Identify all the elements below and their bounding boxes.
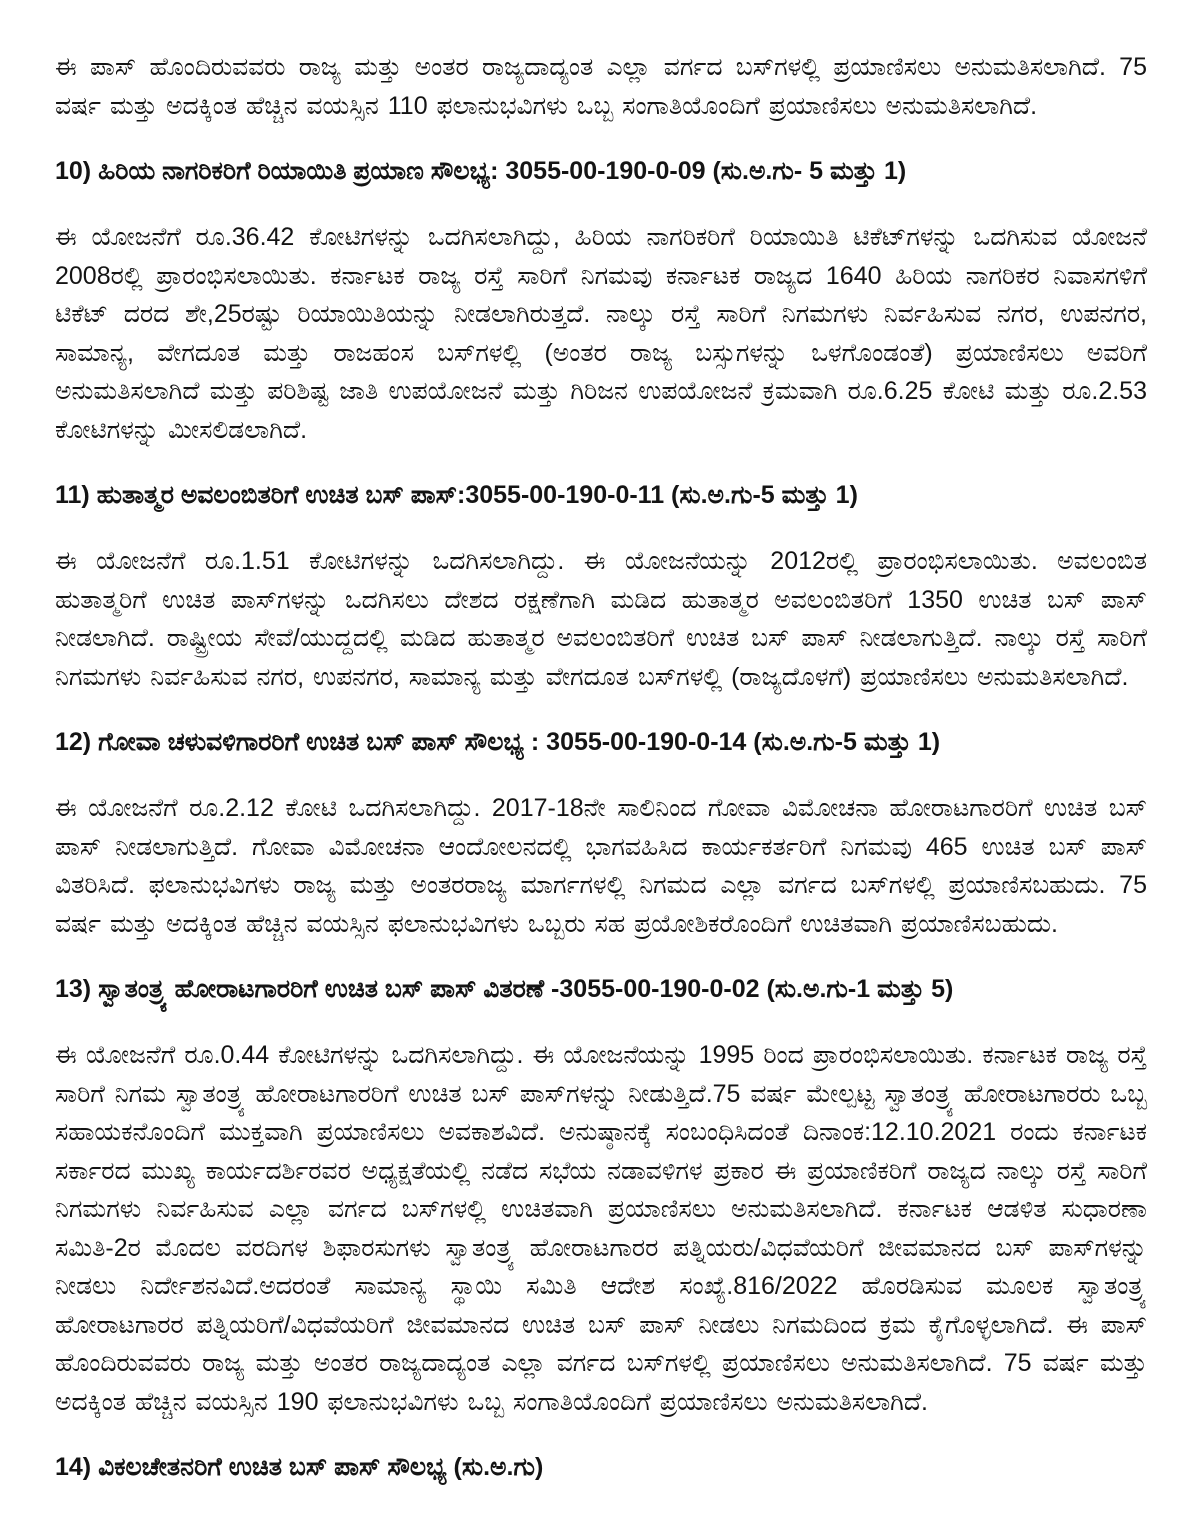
section-13-heading: 13) ಸ್ವಾತಂತ್ರ್ಯ ಹೋರಾಟಗಾರರಿಗೆ ಉಚಿತ ಬಸ್ ಪಾಸ್ ವಿತರಣೆ -3055-00-190-0-02 (ಸು.ಅ.ಗು-1 ಮತ್ತು 5) — [55, 975, 954, 1003]
section-13-body: ಈ ಯೋಜನೆಗೆ ರೂ.0.44 ಕೋಟಿಗಳನ್ನು ಒದಗಿಸಲಾಗಿದ್ದು. ಈ ಯೋಜನೆಯನ್ನು 1995 ರಿಂದ ಪ್ರಾರಂಭಿಸಲಾಯಿತು. ಕರ್ನಾಟಕ ರಾಜ್ಯ ರಸ್ತೆ ಸಾರಿಗೆ ನಿಗಮ ಸ್ವಾತಂತ್ರ್ಯ ಹೋರಾಟಗಾರರಿಗೆ ಉಚಿತ ಬಸ್ ಪಾಸ್‌ಗಳನ್ನು ನೀಡುತ್ತಿದೆ.75 ವರ್ಷ ಮೇಲ್ಪಟ್ಟ ಸ್ವಾತಂತ್ರ್ಯ ಹೋರಾಟಗಾರರು ಒಬ್ಬ ಸಹಾಯಕನೊಂದಿಗೆ ಮುಕ್ತವಾಗಿ ಪ್ರಯಾಣಿಸಲು ಅವಕಾಶವಿದೆ. ಅನುಷ್ಠಾನಕ್ಕೆ ಸಂಬಂಧಿಸಿದಂತೆ ದಿನಾಂಕ:12.10.2021 ರಂದು ಕರ್ನಾಟಕ ಸರ್ಕಾರದ ಮುಖ್ಯ ಕಾರ್ಯದರ್ಶಿರವರ ಅಧ್ಯಕ್ಷತೆಯಲ್ಲಿ ನಡೆದ ಸಭೆಯ ನಡಾವಳಿಗಳ ಪ್ರಕಾರ ಈ ಪ್ರಯಾಣಿಕರಿಗೆ ರಾಜ್ಯದ ನಾಲ್ಕು ರಸ್ತೆ ಸಾರಿಗೆ ನಿಗಮಗಳು ನಿರ್ವಹಿಸುವ ಎಲ್ಲಾ ವರ್ಗದ ಬಸ್‌ಗಳಲ್ಲಿ ಉಚಿತವಾಗಿ ಪ್ರಯಾಣಿಸಲು ಅನುಮತಿಸಲಾಗಿದೆ. ಕರ್ನಾಟಕ ಆಡಳಿತ ಸುಧಾರಣಾ ಸಮಿತಿ-2ರ ಮೊದಲ ವರದಿಗಳ ಶಿಫಾರಸುಗಳು ಸ್ವಾತಂತ್ರ್ಯ ಹೋರಾಟಗಾರರ ಪತ್ನಿಯರು/ವಿಧವೆಯರಿಗೆ ಜೀವಮಾನದ ಬಸ್ ಪಾಸ್‌ಗಳನ್ನು ನೀಡಲು ನಿರ್ದೇಶನವಿದೆ.ಅದರಂತೆ ಸಾಮಾನ್ಯ ಸ್ಥಾಯಿ ಸಮಿತಿ ಆದೇಶ ಸಂಖ್ಯೆ.816/2022 ಹೊರಡಿಸುವ ಮೂಲಕ ಸ್ವಾತಂತ್ರ್ಯ ಹೋರಾಟಗಾರರ ಪತ್ನಿಯರಿಗೆ/ವಿಧವೆಯರಿಗೆ ಜೀವಮಾನದ ಉಚಿತ ಬಸ್ ಪಾಸ್ ನೀಡಲು ನಿಗಮದಿಂದ ಕ್ರಮ ಕೈಗೊಳ್ಳಲಾಗಿದೆ. ಈ ಪಾಸ್ ಹೊಂದಿರುವವರು ರಾಜ್ಯ ಮತ್ತು ಅಂತರ ರಾಜ್ಯದಾದ್ಯಂತ ಎಲ್ಲಾ ವರ್ಗದ ಬಸ್‌ಗಳಲ್ಲಿ ಪ್ರಯಾಣಿಸಲು ಅನುಮತಿಸಲಾಗಿದೆ. 75 ವರ್ಷ ಮತ್ತು ಅದಕ್ಕಿಂತ ಹೆಚ್ಚಿನ ವಯಸ್ಸಿನ 190 ಫಲಾನುಭವಿಗಳು ಒಬ್ಬ ಸಂಗಾತಿಯೊಂದಿಗೆ ಪ್ರಯಾಣಿಸಲು ಅನುಮತಿಸಲಾಗಿದೆ. — [55, 1041, 1147, 1416]
intro-paragraph: ಈ ಪಾಸ್ ಹೊಂದಿರುವವರು ರಾಜ್ಯ ಮತ್ತು ಅಂತರ ರಾಜ್ಯದಾದ್ಯಂತ ಎಲ್ಲಾ ವರ್ಗದ ಬಸ್‌ಗಳಲ್ಲಿ ಪ್ರಯಾಣಿಸಲು ಅನುಮತಿಸಲಾಗಿದೆ. 75 ವರ್ಷ ಮತ್ತು ಅದಕ್ಕಿಂತ ಹೆಚ್ಚಿನ ವಯಸ್ಸಿನ 110 ಫಲಾನುಭವಿಗಳು ಒಬ್ಬ ಸಂಗಾತಿಯೊಂದಿಗೆ ಪ್ರಯಾಣಿಸಲು ಅನುಮತಿಸಲಾಗಿದೆ. — [55, 53, 1147, 120]
section-10-body: ಈ ಯೋಜನೆಗೆ ರೂ.36.42 ಕೋಟಿಗಳನ್ನು ಒದಗಿಸಲಾಗಿದ್ದು, ಹಿರಿಯ ನಾಗರಿಕರಿಗೆ ರಿಯಾಯಿತಿ ಟಿಕೆಟ್‌ಗಳನ್ನು ಒದಗಿಸುವ ಯೋಜನೆ 2008ರಲ್ಲಿ ಪ್ರಾರಂಭಿಸಲಾಯಿತು. ಕರ್ನಾಟಕ ರಾಜ್ಯ ರಸ್ತೆ ಸಾರಿಗೆ ನಿಗಮವು ಕರ್ನಾಟಕ ರಾಜ್ಯದ 1640 ಹಿರಿಯ ನಾಗರಿಕರ ನಿವಾಸಗಳಿಗೆ ಟಿಕೆಟ್ ದರದ ಶೇ,25ರಷ್ಟು ರಿಯಾಯಿತಿಯನ್ನು ನೀಡಲಾಗಿರುತ್ತದೆ. ನಾಲ್ಕು ರಸ್ತೆ ಸಾರಿಗೆ ನಿಗಮಗಳು ನಿರ್ವಹಿಸುವ ನಗರ, ಉಪನಗರ, ಸಾಮಾನ್ಯ, ವೇಗದೂತ ಮತ್ತು ರಾಜಹಂಸ ಬಸ್‌ಗಳಲ್ಲಿ (ಅಂತರ ರಾಜ್ಯ ಬಸ್ಸುಗಳನ್ನು ಒಳಗೊಂಡಂತೆ) ಪ್ರಯಾಣಿಸಲು ಅವರಿಗೆ ಅನುಮತಿಸಲಾಗಿದೆ ಮತ್ತು ಪರಿಶಿಷ್ಟ ಜಾತಿ ಉಪಯೋಜನೆ ಮತ್ತು ಗಿರಿಜನ ಉಪಯೋಜನೆ ಕ್ರಮವಾಗಿ ರೂ.6.25 ಕೋಟಿ ಮತ್ತು ರೂ.2.53 ಕೋಟಿಗಳನ್ನು ಮೀಸಲಿಡಲಾಗಿದೆ. — [55, 223, 1147, 444]
section-10-heading: 10) ಹಿರಿಯ ನಾಗರಿಕರಿಗೆ ರಿಯಾಯಿತಿ ಪ್ರಯಾಣ ಸೌಲಭ್ಯ: 3055-00-190-0-09 (ಸು.ಅ.ಗು- 5 ಮತ್ತು 1) — [55, 157, 907, 185]
section-11-heading: 11) ಹುತಾತ್ಮರ ಅವಲಂಬಿತರಿಗೆ ಉಚಿತ ಬಸ್ ಪಾಸ್:3055-00-190-0-11 (ಸು.ಅ.ಗು-5 ಮತ್ತು 1) — [55, 481, 858, 509]
section-12-heading: 12) ಗೋವಾ ಚಳುವಳಿಗಾರರಿಗೆ ಉಚಿತ ಬಸ್ ಪಾಸ್ ಸೌಲಭ್ಯ : 3055-00-190-0-14 (ಸು.ಅ.ಗು-5 ಮತ್ತು 1) — [55, 728, 941, 756]
section-14-heading-text: 14) ವಿಕಲಚೇತನರಿಗೆ ಉಚಿತ ಬಸ್ ಪಾಸ್ ಸೌಲಭ್ಯ (ಸು.ಅ.ಗು) — [55, 1453, 544, 1481]
section-11-body: ಈ ಯೋಜನೆಗೆ ರೂ.1.51 ಕೋಟಿಗಳನ್ನು ಒದಗಿಸಲಾಗಿದ್ದು. ಈ ಯೋಜನೆಯನ್ನು 2012ರಲ್ಲಿ ಪ್ರಾರಂಭಿಸಲಾಯಿತು. ಅವಲಂಬಿತ ಹುತಾತ್ಮರಿಗೆ ಉಚಿತ ಪಾಸ್‌ಗಳನ್ನು ಒದಗಿಸಲು ದೇಶದ ರಕ್ಷಣೆಗಾಗಿ ಮಡಿದ ಹುತಾತ್ಮರ ಅವಲಂಬಿತರಿಗೆ 1350 ಉಚಿತ ಬಸ್ ಪಾಸ್ ನೀಡಲಾಗಿದೆ. ರಾಷ್ಟ್ರೀಯ ಸೇವೆ/ಯುದ್ದದಲ್ಲಿ ಮಡಿದ ಹುತಾತ್ಮರ ಅವಲಂಬಿತರಿಗೆ ಉಚಿತ ಬಸ್ ಪಾಸ್ ನೀಡಲಾಗುತ್ತಿದೆ. ನಾಲ್ಕು ರಸ್ತೆ ಸಾರಿಗೆ ನಿಗಮಗಳು ನಿರ್ವಹಿಸುವ ನಗರ, ಉಪನಗರ, ಸಾಮಾನ್ಯ ಮತ್ತು ವೇಗದೂತ ಬಸ್‌ಗಳಲ್ಲಿ (ರಾಜ್ಯದೊಳಗೆ) ಪ್ರಯಾಣಿಸಲು ಅನುಮತಿಸಲಾಗಿದೆ. — [55, 547, 1147, 691]
section-12-body: ಈ ಯೋಜನೆಗೆ ರೂ.2.12 ಕೋಟಿ ಒದಗಿಸಲಾಗಿದ್ದು. 2017-18ನೇ ಸಾಲಿನಿಂದ ಗೋವಾ ವಿಮೋಚನಾ ಹೋರಾಟಗಾರರಿಗೆ ಉಚಿತ ಬಸ್ ಪಾಸ್ ನೀಡಲಾಗುತ್ತಿದೆ. ಗೋವಾ ವಿಮೋಚನಾ ಆಂದೋಲನದಲ್ಲಿ ಭಾಗವಹಿಸಿದ ಕಾರ್ಯಕರ್ತರಿಗೆ ನಿಗಮವು 465 ಉಚಿತ ಬಸ್ ಪಾಸ್ ವಿತರಿಸಿದೆ. ಫಲಾನುಭವಿಗಳು ರಾಜ್ಯ ಮತ್ತು ಅಂತರರಾಜ್ಯ ಮಾರ್ಗಗಳಲ್ಲಿ ನಿಗಮದ ಎಲ್ಲಾ ವರ್ಗದ ಬಸ್‌ಗಳಲ್ಲಿ ಪ್ರಯಾಣಿಸಬಹುದು. 75 ವರ್ಷ ಮತ್ತು ಅದಕ್ಕಿಂತ ಹೆಚ್ಚಿನ ವಯಸ್ಸಿನ ಫಲಾನುಭವಿಗಳು ಒಬ್ಬರು ಸಹ ಪ್ರಯೋಶಿಕರೊಂದಿಗೆ ಉಚಿತವಾಗಿ ಪ್ರಯಾಣಿಸಬಹುದು. — [55, 794, 1147, 938]
section-14-heading-clipped — [55, 1448, 1147, 1481]
